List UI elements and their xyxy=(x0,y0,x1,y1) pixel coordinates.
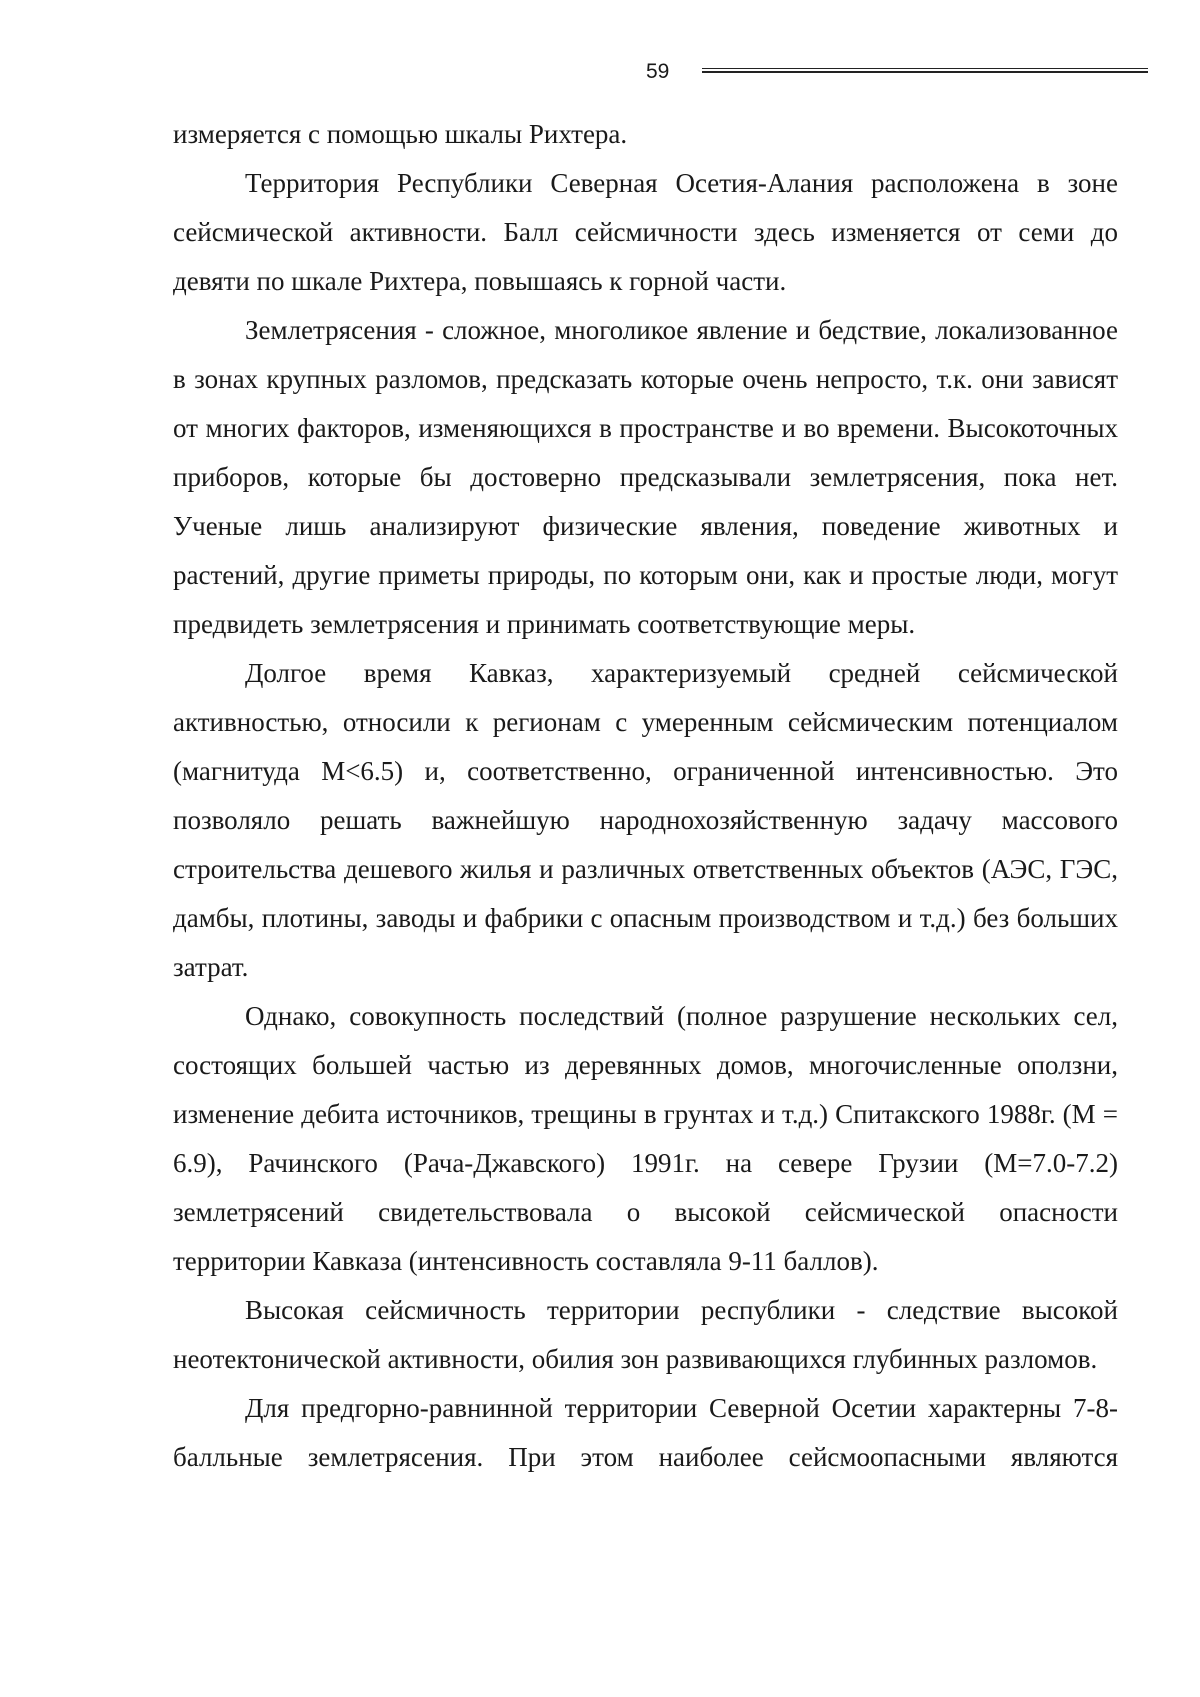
paragraph: Высокая сейсмичность территории республики - следствие высокой неотектонической активности, обилия зон развивающихся глубинных разломов. xyxy=(173,1295,1118,1374)
body-text xyxy=(173,110,1118,1482)
paragraph: Однако, совокупность последствий (полное разрушение нескольких сел, состоящих большей частью из деревянных домов, многочисленные оползни, изменение дебита источников, трещины в грунтах и т.д.) Спитакского 1988г. (М = 6.9), Рачинского (Рача-Джавского) 1991г. на севере Грузии (М=7.0-7.2) землетрясений свидетельствовала о высокой сейсмической опасности территории Кавказа (интенсивность составляла 9-11 баллов). xyxy=(173,1001,1118,1276)
page-number: 59 xyxy=(646,60,670,83)
paragraph-continued: Для предгорно-равнинной территории Северной Осетии характерны 7-8-балльные землетрясения. При этом наиболее сейсмоопасными являются xyxy=(173,1393,1118,1472)
paragraph: Территория Республики Северная Осетия-Алания расположена в зоне сейсмической активности. Балл сейсмичности здесь изменяется от семи до девяти по шкале Рихтера, повышаясь к горной части. xyxy=(173,168,1118,296)
paragraph: Землетрясения - сложное, многоликое явление и бедствие, локализованное в зонах крупных разломов, предсказать которые очень непросто, т.к. они зависят от многих факторов, изменяющихся в пространстве и во времени. Высокоточных приборов, которые бы достоверно предсказывали землетрясения, пока нет. Ученые лишь анализируют физические явления, поведение животных и растений, другие приметы природы, по которым они, как и простые люди, могут предвидеть землетрясения и принимать соответствующие меры. xyxy=(173,315,1118,639)
page-header xyxy=(0,58,1200,88)
paragraph: Долгое время Кавказ, характеризуемый средней сейсмической активностью, относили к регионам с умеренным сейсмическим потенциалом (магнитуда М<6.5) и, соответственно, ограниченной интенсивностью. Это позволяло решать важнейшую народнохозяйственную задачу массового строительства дешевого жилья и различных ответственных объектов (АЭС, ГЭС, дамбы, плотины, заводы и фабрики с опасным производством и т.д.) без больших затрат. xyxy=(173,658,1118,982)
paragraph-continuation: измеряется с помощью шкалы Рихтера. xyxy=(173,119,628,149)
header-rule xyxy=(702,68,1148,73)
